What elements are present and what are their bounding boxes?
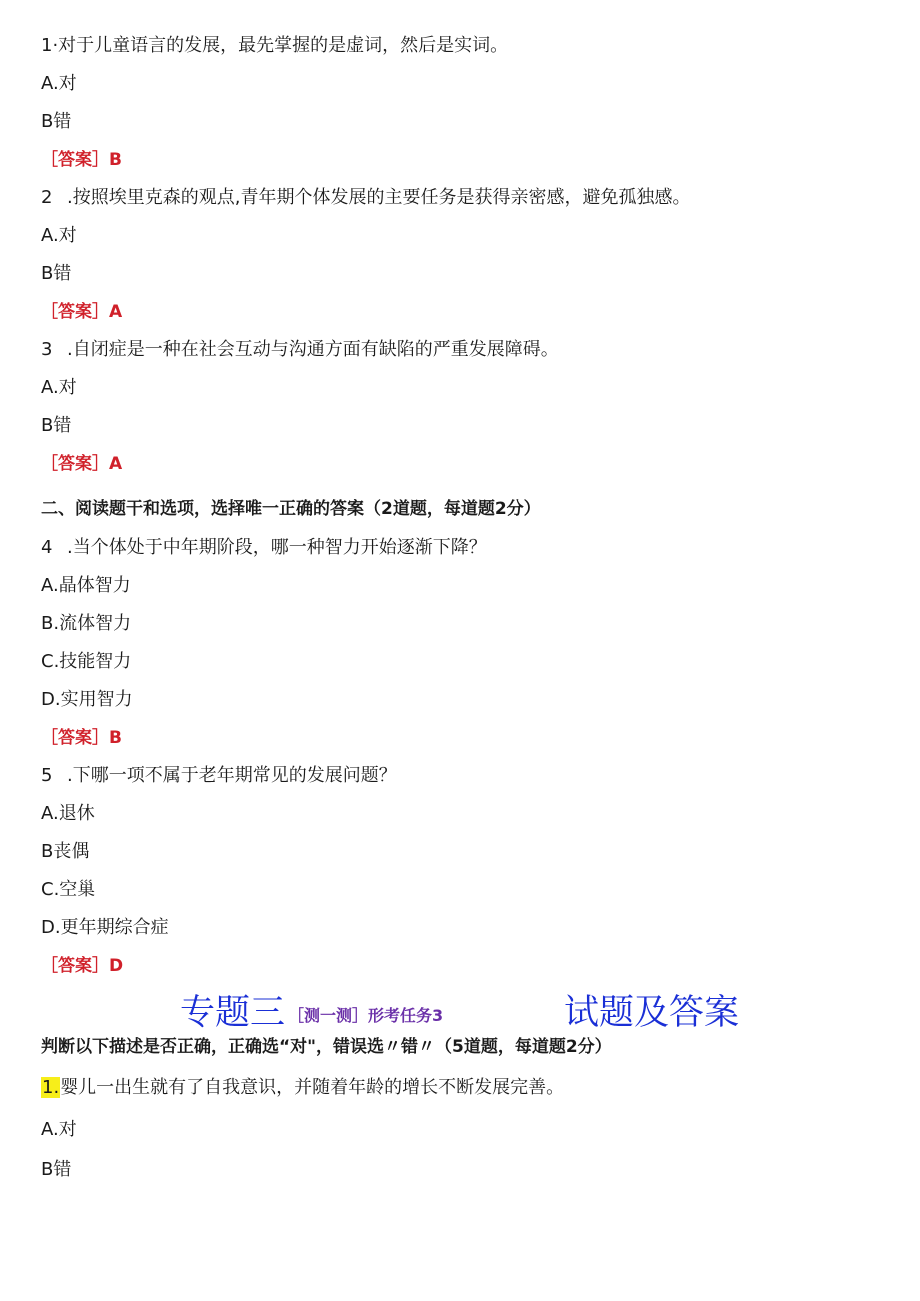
question-2 bbox=[41, 186, 690, 210]
question-1-option-a: A.对 bbox=[41, 73, 77, 94]
question-3 bbox=[41, 338, 559, 362]
question-3-number: 3 bbox=[41, 339, 53, 360]
question-5-option-d: D.更年期综合症 bbox=[41, 917, 169, 938]
question-5-option-b: B丧偶 bbox=[41, 841, 90, 862]
question-3-answer: ［答案］A bbox=[41, 454, 123, 474]
question-5-option-a: A.退休 bbox=[41, 803, 95, 824]
question-4-option-c: C.技能智力 bbox=[41, 651, 132, 672]
question-5-answer: ［答案］D bbox=[41, 956, 124, 976]
question-5-option-c: C.空巢 bbox=[41, 879, 96, 900]
question-4-text: .当个体处于中年期阶段，哪一种智力开始逐渐下降？ bbox=[67, 537, 487, 558]
question-3-option-a: A.对 bbox=[41, 377, 77, 398]
title-suffix: 试题及答案 bbox=[564, 993, 740, 1033]
question-2-option-a: A.对 bbox=[41, 225, 77, 246]
question-4-option-d: D.实用智力 bbox=[41, 689, 133, 710]
question-2-number: 2 bbox=[41, 187, 53, 208]
question-6-option-a: A.对 bbox=[41, 1119, 77, 1140]
question-6 bbox=[41, 1076, 564, 1100]
question-4-number: 4 bbox=[41, 537, 53, 558]
question-6-option-b: B错 bbox=[41, 1159, 72, 1180]
question-4 bbox=[41, 536, 487, 560]
question-1-option-b: B错 bbox=[41, 111, 72, 132]
question-5-number: 5 bbox=[41, 765, 53, 786]
question-4-option-b: B.流体智力 bbox=[41, 613, 132, 634]
question-6-number: 1. bbox=[42, 1077, 60, 1098]
question-3-text: .自闭症是一种在社会互动与沟通方面有缺陷的严重发展障碍。 bbox=[67, 339, 559, 360]
question-6-text: 婴儿一出生就有了自我意识，并随着年龄的增长不断发展完善。 bbox=[60, 1077, 565, 1098]
section-2-heading: 二、阅读题干和选项，选择唯一正确的答案（2道题，每道题2分） bbox=[41, 499, 541, 519]
question-5-text: .下哪一项不属于老年期常见的发展问题？ bbox=[67, 765, 397, 786]
section-3-heading: 判断以下描述是否正确，正确选“对"，错误选〃错〃（5道题，每道题2分） bbox=[41, 1037, 612, 1057]
question-1-answer: ［答案］B bbox=[41, 150, 122, 170]
question-2-answer: ［答案］A bbox=[41, 302, 123, 322]
question-5 bbox=[41, 764, 397, 788]
title-topic: 专题三 bbox=[180, 993, 286, 1033]
question-1-text: 1·对于儿童语言的发展，最先掌握的是虚词，然后是实词。 bbox=[41, 35, 509, 56]
question-3-option-b: B错 bbox=[41, 415, 72, 436]
question-2-option-b: B错 bbox=[41, 263, 72, 284]
question-4-option-a: A.晶体智力 bbox=[41, 575, 131, 596]
section-title bbox=[0, 990, 920, 1036]
question-2-text: .按照埃里克森的观点,青年期个体发展的主要任务是获得亲密感，避免孤独感。 bbox=[67, 187, 691, 208]
question-4-answer: ［答案］B bbox=[41, 728, 122, 748]
title-task: ［测一测］形考任务3 bbox=[288, 1006, 444, 1025]
